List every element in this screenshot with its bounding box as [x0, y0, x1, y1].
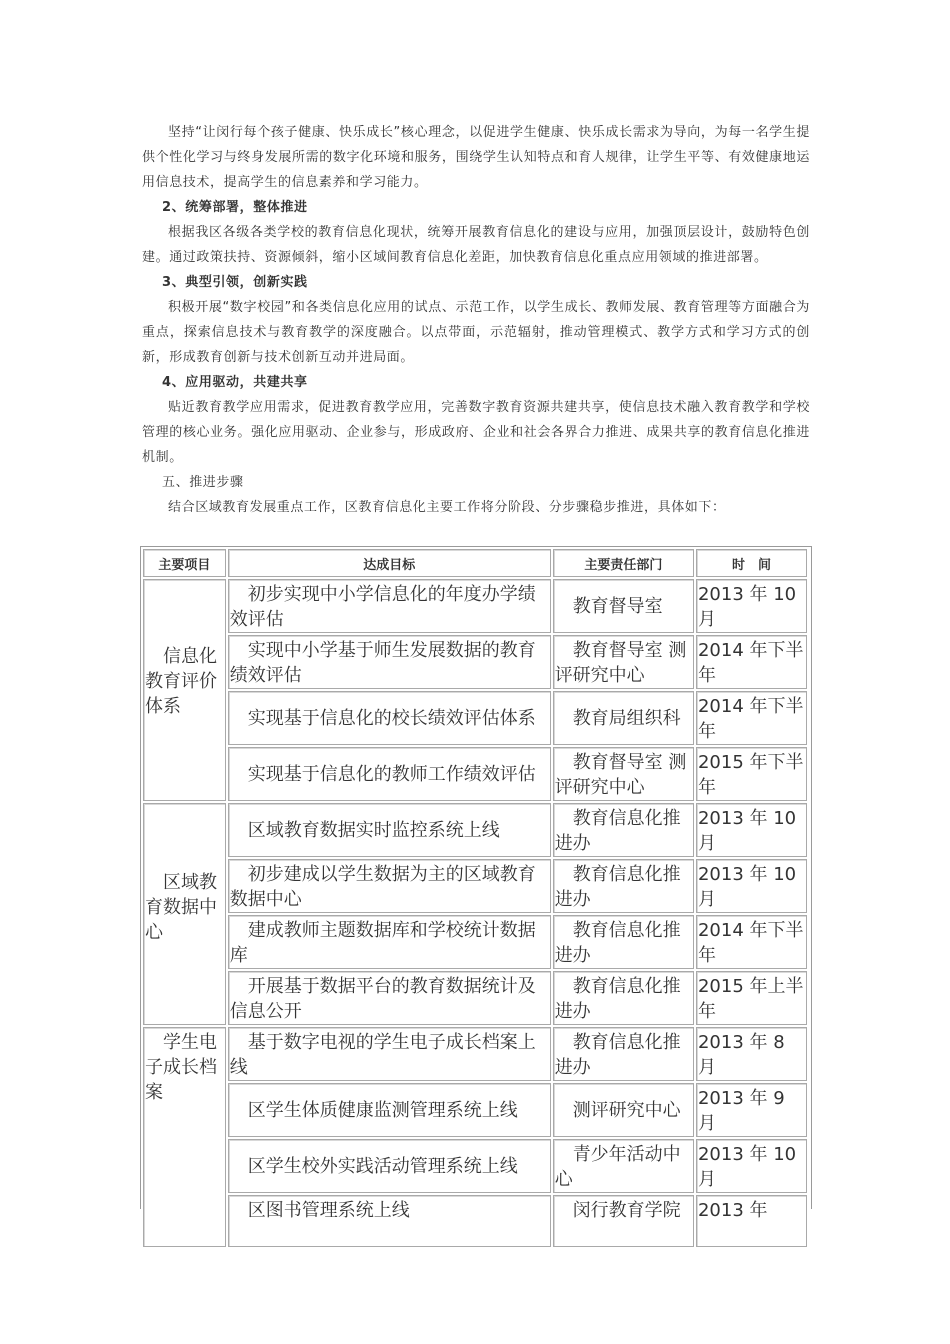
header-time: 时 间: [696, 549, 807, 577]
time-cell: 2013 年 10 月: [696, 859, 807, 913]
dept-cell: 闵行教育学院: [553, 1195, 694, 1247]
time-cell: 2013 年 10 月: [696, 579, 807, 633]
goal-cell: 实现基于信息化的校长绩效评估体系: [228, 691, 551, 745]
goal-cell: 区学生校外实践活动管理系统上线: [228, 1139, 551, 1193]
time-cell: 2014 年下半年: [696, 635, 807, 689]
heading-2: 2、统筹部署，整体推进: [162, 200, 308, 215]
time-cell: 2013 年 10 月: [696, 803, 807, 857]
category-cell: 学生电子成长档案: [143, 1027, 226, 1247]
dept-cell: 教育信息化推进办: [553, 803, 694, 857]
goal-cell: 实现基于信息化的教师工作绩效评估: [228, 747, 551, 801]
time-cell: 2013 年 9 月: [696, 1083, 807, 1137]
dept-cell: 教育信息化推进办: [553, 971, 694, 1025]
time-cell: 2013 年: [696, 1195, 807, 1247]
dept-cell: 教育督导室: [553, 579, 694, 633]
time-cell: 2013 年 10 月: [696, 1139, 807, 1193]
paragraph-4: 贴近教育教学应用需求，促进教育教学应用，完善数字教育资源共建共享，使信息技术融入教育教学和学校管理的核心业务。强化应用驱动、企业参与，形成政府、企业和社会各界合力推进、成果共享的教育信息化推进机制。: [142, 400, 810, 465]
schedule-table-wrapper: [140, 546, 812, 1221]
time-cell: 2013 年 8 月: [696, 1027, 807, 1081]
time-cell: 2015 年下半年: [696, 747, 807, 801]
paragraph-3: 积极开展“数字校园”和各类信息化应用的试点、示范工作，以学生成长、教师发展、教育管理等方面融合为重点，探索信息技术与教育教学的深度融合。以点带面，示范辐射，推动管理模式、教学方式和学习方式的创新，形成教育创新与技术创新互动并进局面。: [142, 300, 810, 365]
goal-cell: 实现中小学基于师生发展数据的教育绩效评估: [228, 635, 551, 689]
dept-cell: 教育督导室 测评研究中心: [553, 635, 694, 689]
header-project: 主要项目: [143, 549, 226, 577]
goal-cell: 区学生体质健康监测管理系统上线: [228, 1083, 551, 1137]
schedule-table: [141, 547, 809, 1249]
goal-cell: 开展基于数据平台的教育数据统计及信息公开: [228, 971, 551, 1025]
goal-cell: 初步建成以学生数据为主的区域教育数据中心: [228, 859, 551, 913]
dept-cell: 测评研究中心: [553, 1083, 694, 1137]
heading-4: 4、应用驱动，共建共享: [162, 375, 308, 390]
section-5-title: 五、推进步骤: [162, 475, 244, 490]
category-cell: 区域教育数据中心: [143, 803, 226, 1025]
time-cell: 2014 年下半年: [696, 915, 807, 969]
dept-cell: 教育督导室 测评研究中心: [553, 747, 694, 801]
goal-cell: 建成教师主题数据库和学校统计数据库: [228, 915, 551, 969]
dept-cell: 教育信息化推进办: [553, 859, 694, 913]
paragraph-5: 结合区域教育发展重点工作，区教育信息化主要工作将分阶段、分步骤稳步推进，具体如下：: [168, 500, 726, 515]
paragraph-core-idea: 坚持“让闵行每个孩子健康、快乐成长”核心理念，以促进学生健康、快乐成长需求为导向，为每一名学生提供个性化学习与终身发展所需的数字化环境和服务，围绕学生认知特点和育人规律，让学生平等、有效健康地运用信息技术，提高学生的信息素养和学习能力。: [142, 125, 810, 190]
dept-cell: 青少年活动中心: [553, 1139, 694, 1193]
dept-cell: 教育信息化推进办: [553, 915, 694, 969]
paragraph-2: 根据我区各级各类学校的教育信息化现状，统筹开展教育信息化的建设与应用，加强顶层设计，鼓励特色创建。通过政策扶持、资源倾斜，缩小区域间教育信息化差距，加快教育信息化重点应用领域的推进部署。: [142, 225, 810, 265]
goal-cell: 区图书管理系统上线: [228, 1195, 551, 1247]
goal-cell: 区域教育数据实时监控系统上线: [228, 803, 551, 857]
dept-cell: 教育局组织科: [553, 691, 694, 745]
goal-cell: 初步实现中小学信息化的年度办学绩效评估: [228, 579, 551, 633]
category-cell: 信息化教育评价体系: [143, 579, 226, 801]
time-cell: 2014 年下半年: [696, 691, 807, 745]
document-body: [142, 120, 810, 520]
header-dept: 主要责任部门: [553, 549, 694, 577]
goal-cell: 基于数字电视的学生电子成长档案上线: [228, 1027, 551, 1081]
header-goal: 达成目标: [228, 549, 551, 577]
time-cell: 2015 年上半年: [696, 971, 807, 1025]
dept-cell: 教育信息化推进办: [553, 1027, 694, 1081]
heading-3: 3、典型引领，创新实践: [162, 275, 308, 290]
